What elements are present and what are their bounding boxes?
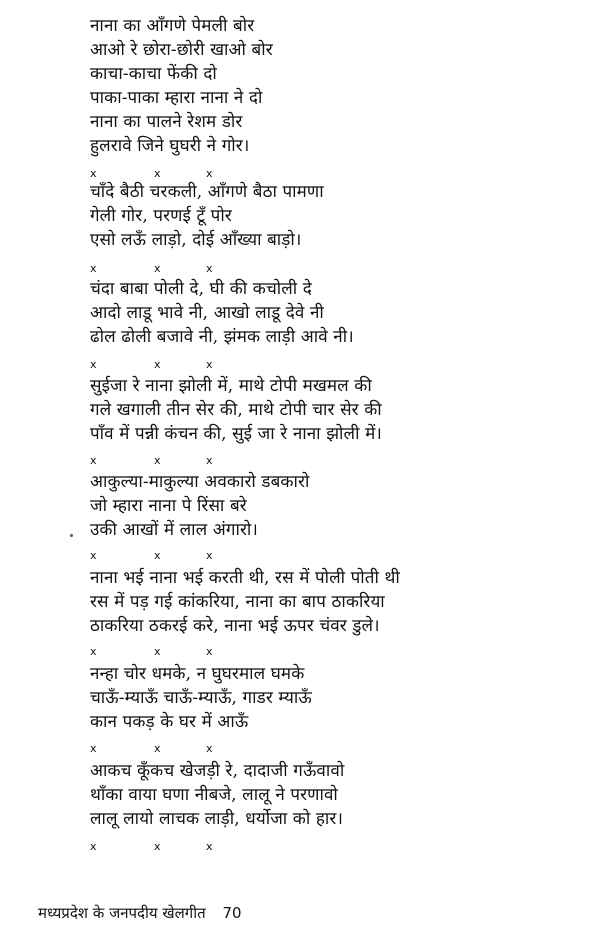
verse-line: नन्हा चोर धमके, न घुघरमाल घमके — [90, 664, 305, 684]
separator-mark: x — [206, 549, 213, 562]
separator-mark: x — [206, 840, 213, 853]
separator-mark: x — [206, 358, 213, 371]
verse-line: पाका-पाका म्हारा नाना ने दो — [90, 88, 263, 108]
separator-mark: x — [154, 454, 161, 467]
verse-line: चंदा बाबा पोली दे, घी की कचोली दे — [90, 279, 312, 299]
separator-mark: x — [154, 167, 161, 180]
verse-line: आकुल्या-माकुल्या अवकारो डबकारो — [90, 472, 310, 492]
stanza-separator — [90, 742, 290, 756]
stanza-separator — [90, 549, 290, 563]
verse-line: लालू लायो लाचक लाड़ी, धर्योजा को हार। — [90, 809, 343, 829]
verse-line: आकच कूँकच खेजड़ी रे, दादाजी गऊँवावो — [90, 761, 345, 781]
separator-mark: x — [206, 262, 213, 275]
separator-mark: x — [90, 742, 97, 755]
separator-mark: x — [154, 840, 161, 853]
separator-mark: x — [206, 167, 213, 180]
stanza-separator — [90, 645, 290, 659]
verse-line: सुईजा रे नाना झोली में, माथे टोपी मखमल की — [90, 376, 372, 396]
verse-line: एसो लऊँ लाड़ो, दोई आँख्या बाड़ो। — [90, 230, 302, 250]
separator-mark: x — [154, 549, 161, 562]
verse-line: नाना का पालने रेशम डोर — [90, 112, 243, 132]
book-title: मध्यप्रदेश के जनपदीय खेलगीत — [38, 904, 206, 922]
separator-mark: x — [90, 167, 97, 180]
verse-line: कान पकड़ के घर में आऊँ — [90, 712, 249, 732]
verse-line: आदो लाडू भावे नी, आखो लाडू देवे नी — [90, 303, 324, 323]
stray-ink-dot — [70, 534, 73, 537]
separator-mark: x — [90, 358, 97, 371]
separator-mark: x — [90, 840, 97, 853]
verse-line: रस में पड़ गई कांकरिया, नाना का बाप ठाकरिया — [90, 592, 385, 612]
separator-mark: x — [206, 454, 213, 467]
verse-line: ढोल ढोली बजावे नी, झंमक लाड़ी आवे नी। — [90, 327, 354, 347]
verse-line: उकी आखों में लाल अंगारो। — [90, 520, 258, 540]
verse-line: गले खगाली तीन सेर की, माथे टोपी चार सेर की — [90, 400, 382, 420]
separator-mark: x — [154, 645, 161, 658]
separator-mark: x — [90, 549, 97, 562]
page-number: 70 — [222, 904, 242, 922]
verse-line: काचा-काचा फेंकी दो — [90, 64, 217, 84]
verse-line: चाऊँ-म्याऊँ चाऊँ-म्याऊँ, गाडर म्याऊँ — [90, 688, 312, 708]
stanza-separator — [90, 262, 290, 276]
stanza-separator — [90, 167, 290, 181]
verse-line: जो म्हारा नाना पे रिंसा बरे — [90, 496, 247, 516]
stanza-separator — [90, 840, 290, 854]
verse-line: चाँदे बैठी चरकली, आँगणे बैठा पामणा — [90, 182, 324, 202]
verse-line: पाँव में पन्नी कंचन की, सुई जा रे नाना झोली में। — [90, 424, 382, 444]
separator-mark: x — [154, 262, 161, 275]
separator-mark: x — [90, 454, 97, 467]
stanza-separator — [90, 358, 290, 372]
verse-line: नाना भई नाना भई करती थी, रस में पोली पोती थी — [90, 568, 400, 588]
verse-line: ठाकरिया ठकरई करे, नाना भई ऊपर चंवर डुले। — [90, 616, 380, 636]
verse-line: हुलरावे जिने घुघरी ने गोर। — [90, 136, 250, 156]
verse-line: गेली गोर, परणई टूँ पोर — [90, 206, 232, 226]
separator-mark: x — [154, 742, 161, 755]
separator-mark: x — [206, 742, 213, 755]
verse-line: थाँका वाया घणा नीबजे, लालू ने परणावो — [90, 785, 338, 805]
separator-mark: x — [90, 645, 97, 658]
separator-mark: x — [154, 358, 161, 371]
stanza-separator — [90, 454, 290, 468]
separator-mark: x — [206, 645, 213, 658]
page-footer — [38, 903, 242, 923]
verse-line: आओ रे छोरा-छोरी खाओ बोर — [90, 40, 273, 60]
verse-line: नाना का आँगणे पेमली बोर — [90, 16, 255, 36]
separator-mark: x — [90, 262, 97, 275]
